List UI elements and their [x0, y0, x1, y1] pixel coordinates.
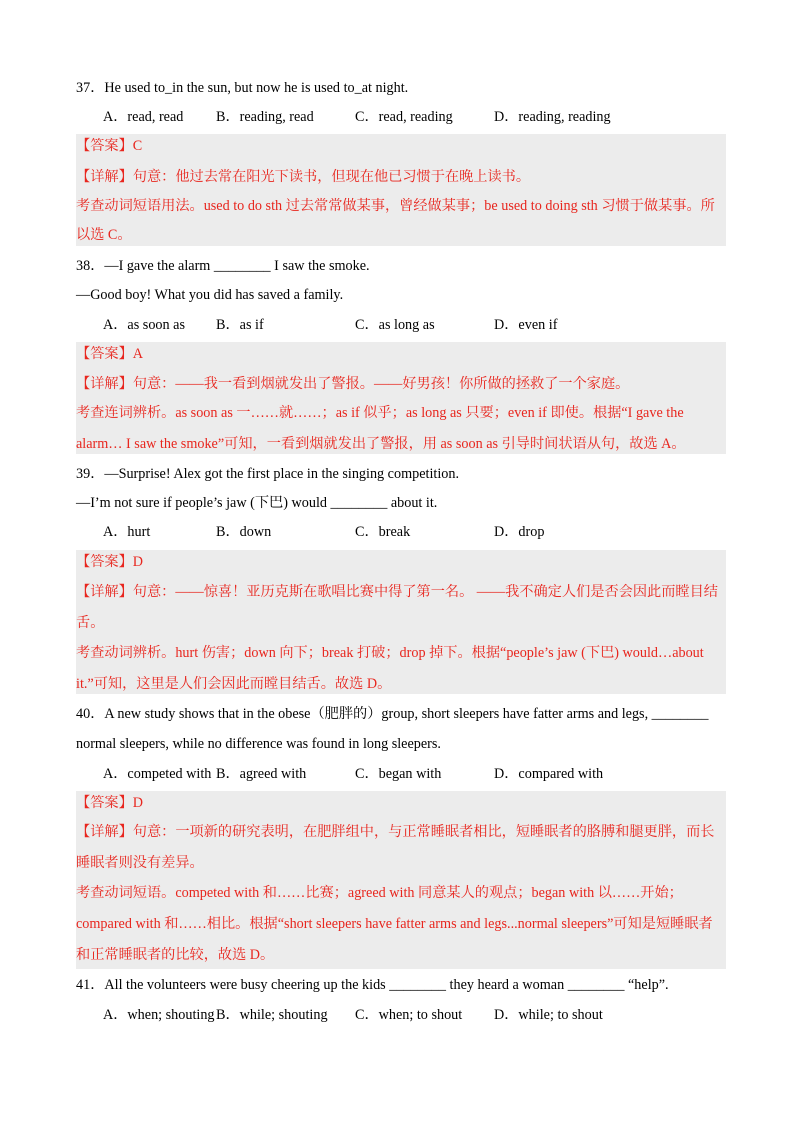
option-a: A．as soon as: [103, 317, 185, 333]
option-c: C．as long as: [355, 317, 435, 333]
option-d: D．reading, reading: [494, 109, 611, 125]
answer-38: 【答案】A: [76, 346, 143, 362]
explain-37-line3: 以选 C。: [76, 227, 132, 243]
option-a: A．when; shouting: [103, 1007, 215, 1023]
answer-40: 【答案】D: [76, 795, 143, 811]
explain-40-line1: 【详解】句意：一项新的研究表明，在肥胖组中，与正常睡眠者相比，短睡眠者的胳膊和腿更胖，而长: [76, 824, 715, 840]
explain-38-line2: 考查连词辨析。as soon as 一……就……；as if 似乎；as long as 只要；even if 即使。根据“I gave the: [76, 405, 684, 421]
option-d: D．drop: [494, 524, 545, 540]
question-38-stem-reply: —Good boy! What you did has saved a family.: [76, 287, 344, 303]
explain-37-line2: 考查动词短语用法。used to do sth 过去常常做某事，曾经做某事；be used to doing sth 习惯于做某事。所: [76, 198, 715, 214]
explain-39-line3: 考查动词辨析。hurt 伤害；down 向下；break 打破；drop 掉下。根据“people’s jaw (下巴) would…about: [76, 645, 704, 661]
option-b: B．while; shouting: [216, 1007, 328, 1023]
question-39-stem-reply: —I’m not sure if people’s jaw (下巴) would ________ about it.: [76, 495, 438, 511]
option-c: C．began with: [355, 766, 442, 782]
question-39-stem: 39．—Surprise! Alex got the first place in the singing competition.: [76, 466, 459, 482]
question-40-stem-line2: normal sleepers, while no difference was found in long sleepers.: [76, 736, 441, 752]
option-b: B．as if: [216, 317, 264, 333]
option-a: A．competed with: [103, 766, 212, 782]
explain-39-line4: it.”可知，这里是人们会因此而瞠目结舌。故选 D。: [76, 676, 392, 692]
explain-40-line4: compared with 和……相比。根据“short sleepers have fatter arms and legs...normal sleepers”可知是短睡眠者: [76, 916, 713, 932]
answer-39: 【答案】D: [76, 554, 143, 570]
explain-40-line5: 和正常睡眠者的比较，故选 D。: [76, 947, 275, 963]
explain-39-line2: 舌。: [76, 615, 105, 631]
explain-39-line1: 【详解】句意：——惊喜！亚历克斯在歌唱比赛中得了第一名。 ——我不确定人们是否会因此而瞠目结: [76, 584, 718, 600]
explain-38-line3: alarm… I saw the smoke”可知，一看到烟就发出了警报，用 as soon as 引导时间状语从句，故选 A。: [76, 436, 686, 452]
option-d: D．compared with: [494, 766, 604, 782]
option-b: B．down: [216, 524, 272, 540]
answer-37: 【答案】C: [76, 138, 143, 154]
explain-40-line2: 睡眠者则没有差异。: [76, 855, 204, 871]
question-38-stem: 38．—I gave the alarm ________ I saw the smoke.: [76, 258, 370, 274]
question-40-stem: 40．A new study shows that in the obese（肥胖的）group, short sleepers have fatter arms and legs, ________: [76, 706, 709, 722]
option-a: A．read, read: [103, 109, 184, 125]
question-37-stem: 37．He used to_in the sun, but now he is used to_at night.: [76, 80, 409, 96]
explain-40-line3: 考查动词短语。competed with 和……比赛；agreed with 同意某人的观点；began with 以……开始；: [76, 885, 683, 901]
explain-37-line1: 【详解】句意：他过去常在阳光下读书，但现在他已习惯于在晚上读书。: [76, 169, 531, 185]
option-a: A．hurt: [103, 524, 151, 540]
question-41-stem: 41．All the volunteers were busy cheering up the kids ________ they heard a woman ________ “help”.: [76, 977, 669, 993]
option-c: C．break: [355, 524, 411, 540]
option-d: D．while; to shout: [494, 1007, 603, 1023]
option-b: B．reading, read: [216, 109, 314, 125]
option-c: C．read, reading: [355, 109, 453, 125]
option-d: D．even if: [494, 317, 558, 333]
answer-block-40: [76, 791, 726, 969]
explain-38-line1: 【详解】句意：——我一看到烟就发出了警报。——好男孩！你所做的拯救了一个家庭。: [76, 376, 630, 392]
option-c: C．when; to shout: [355, 1007, 463, 1023]
option-b: B．agreed with: [216, 766, 307, 782]
